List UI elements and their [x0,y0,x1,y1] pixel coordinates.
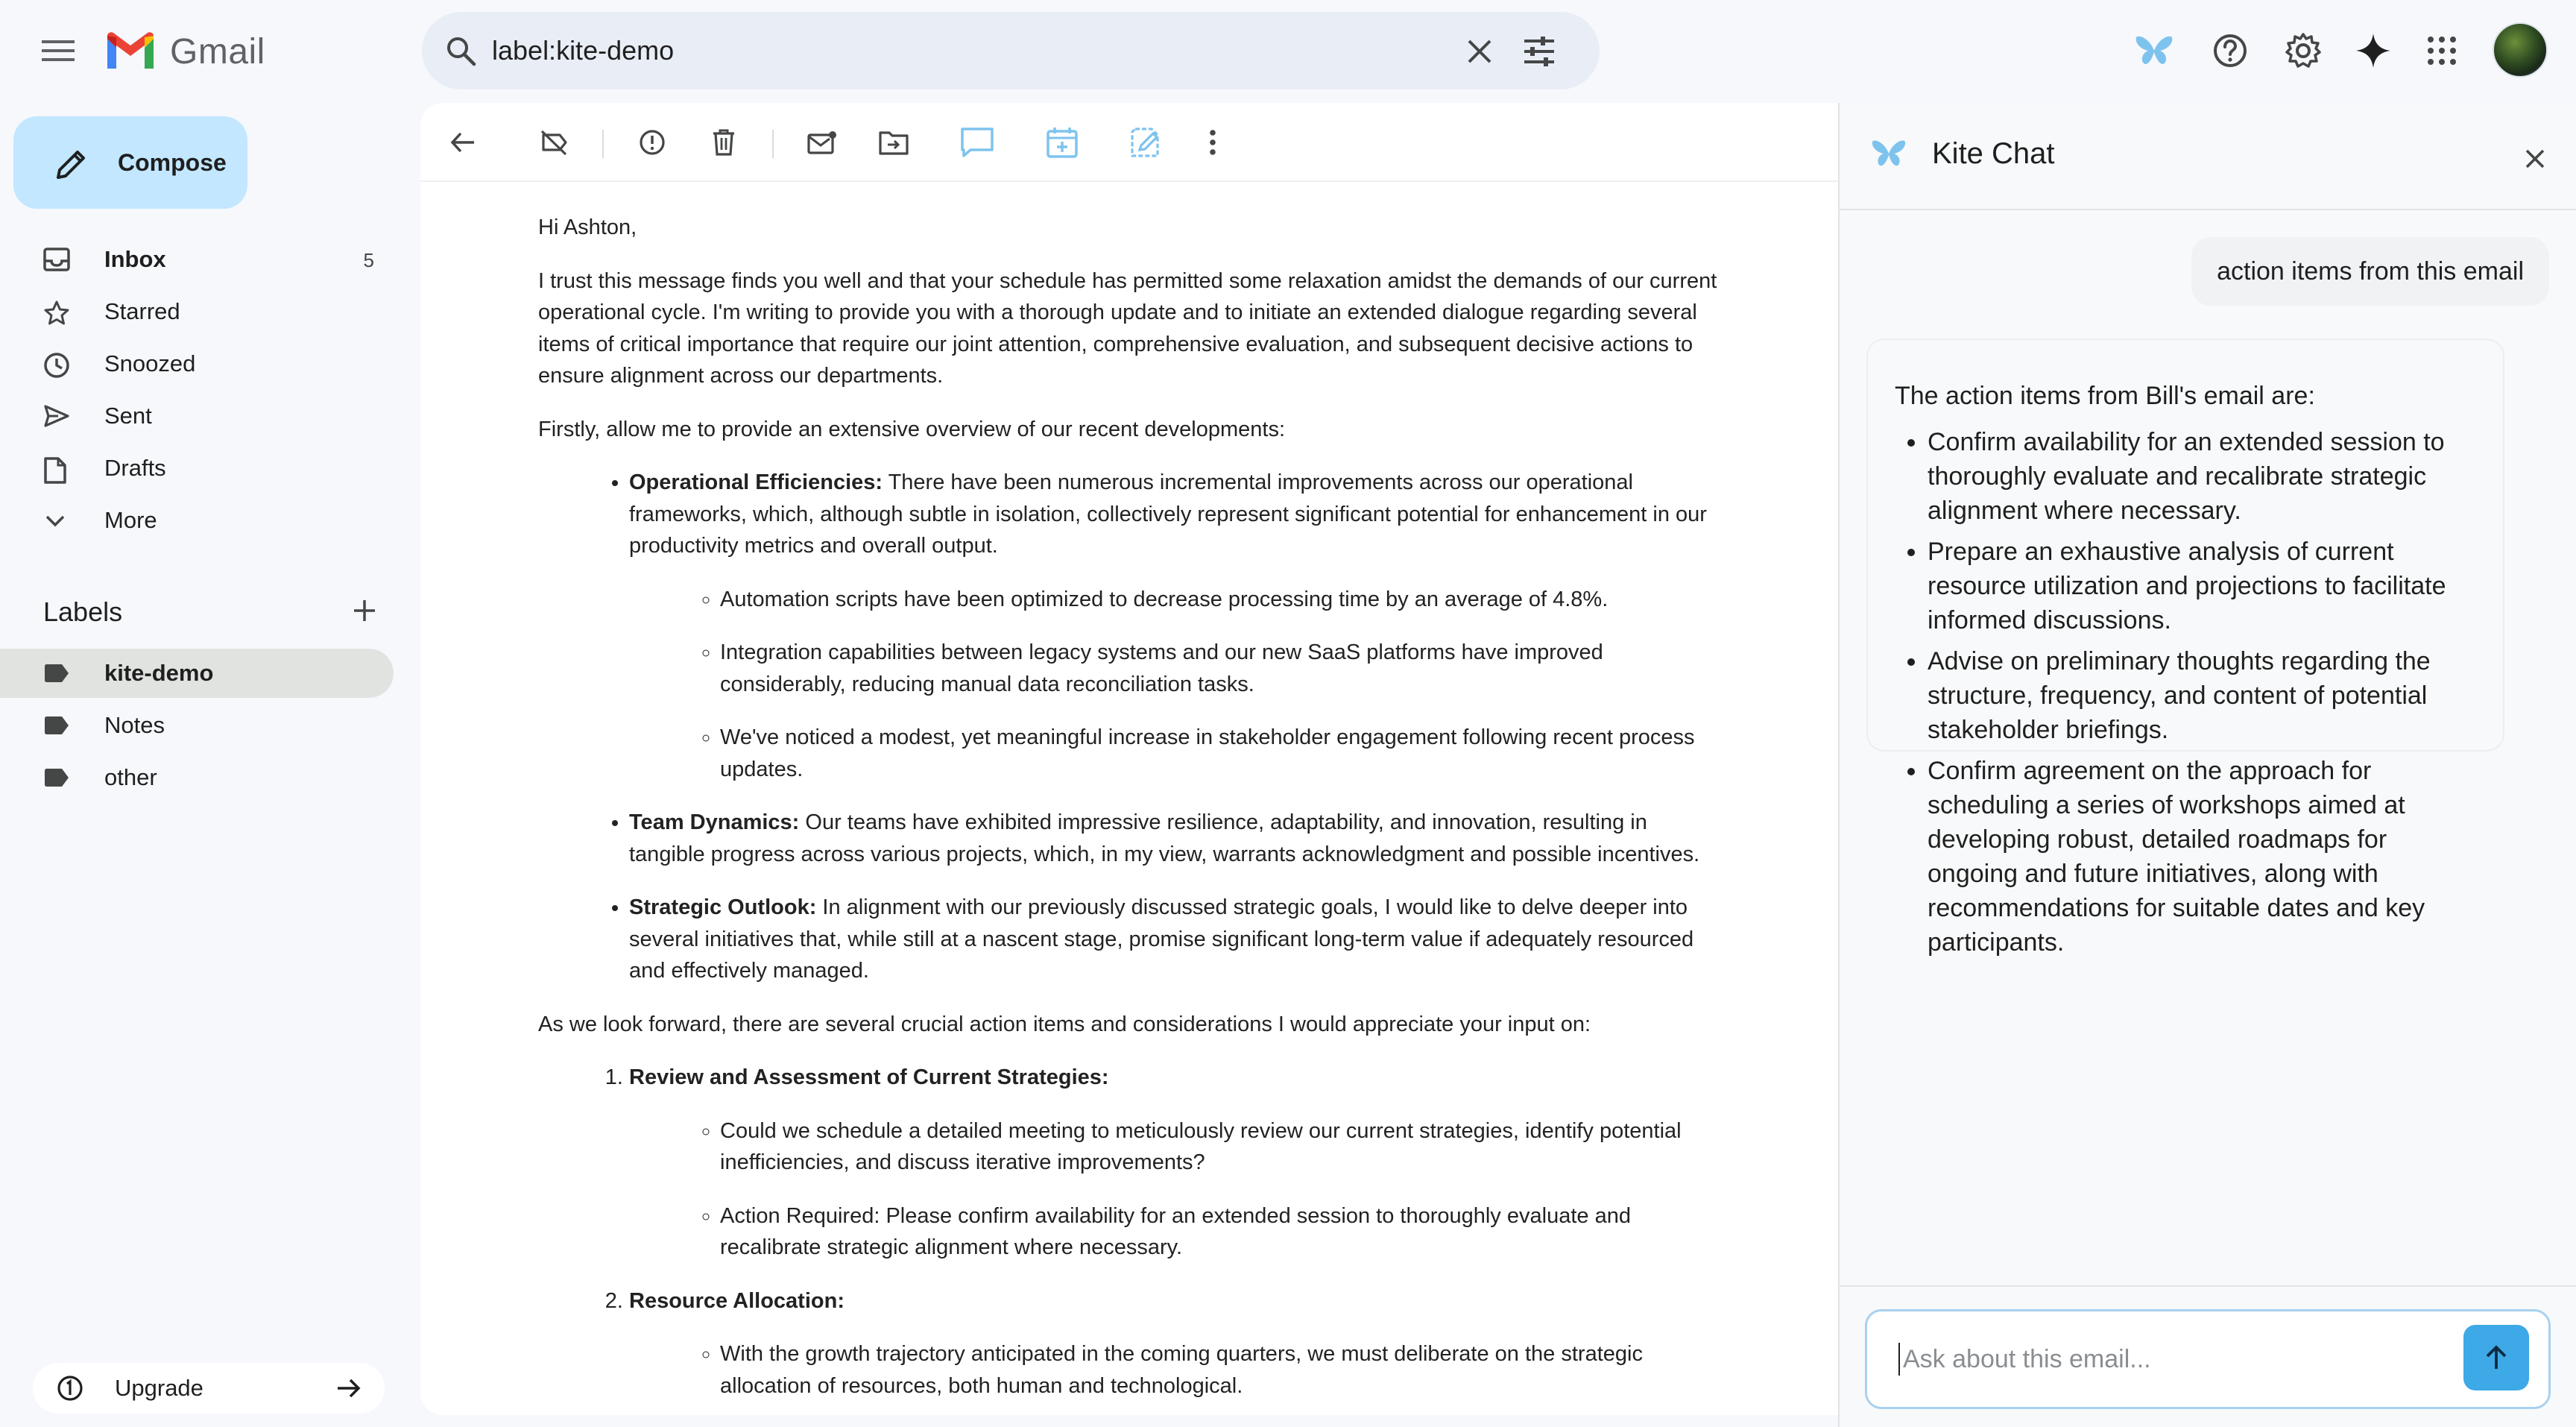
nav-label: Drafts [104,455,166,481]
nav-label: More [104,507,157,533]
item-text: There have been numerous incremental improvements across our operational frameworks, which, although subtle in isolation, collectively represent significant potential for enhancement in our productivity metrics and overall output. [629,470,1707,558]
close-icon [1466,38,1493,65]
nav-item-starred[interactable] [0,288,394,336]
nav-label: Snoozed [104,350,196,377]
sub-list [629,584,1723,786]
nav-item-sent[interactable] [0,392,394,440]
trash-icon [712,129,736,156]
kite-chat-title: Kite Chat [1932,137,2055,170]
spam-icon [639,129,666,156]
list-item [629,892,1723,987]
label-tag-icon [43,768,70,787]
item-title: Team Dynamics: [629,810,800,834]
butterfly-icon [1871,139,1907,168]
assistant-action-list [1895,425,2476,960]
search-input[interactable] [492,27,1424,75]
google-apps-button[interactable] [2416,25,2467,76]
kite-extension-button[interactable] [2129,25,2179,76]
email-paragraph: I trust this message finds you well and that your schedule has permitted some relaxation amidst the demands of our current operational cycle. I'm writing to provide you with a thorough update and to initiate an extended dialogue regarding several items of critical importance that require our joint attention, comprehensive evaluation, and subsequent decisive actions to ensure alignment across our departments. [538,268,1717,388]
list-item: • Prepare an exhaustive analysis of current resource utilization and projections to facilitate informed discussions. [1928,535,2476,637]
report-spam-button[interactable] [631,121,674,164]
main-menu-button[interactable] [34,30,82,72]
email-paragraph: As we look forward, there are several crucial action items and considerations I would appreciate your input on: [538,1012,1591,1036]
settings-button[interactable] [2278,25,2329,76]
move-to-button[interactable] [872,121,915,164]
label-name: kite-demo [104,660,214,686]
more-vert-icon [1208,129,1217,156]
email-toolbar [420,103,1840,182]
send-icon [43,404,70,428]
help-icon [2212,33,2248,69]
top-bar [0,0,2576,100]
hamburger-menu-icon [42,39,75,63]
label-name: other [104,764,157,790]
list-item: • Confirm agreement on the approach for scheduling a series of workshops aimed at developing robust, detailed roadmaps for ongoing and future initiatives, along with recommendations for suitable dates and key participants. [1928,754,2476,960]
star-icon [43,300,70,327]
developments-list [538,467,1723,987]
compose-button[interactable] [13,116,247,209]
upgrade-button[interactable] [33,1363,385,1414]
label-tag-icon [43,664,70,683]
calendar-add-icon [1046,126,1079,159]
email-paragraph: Firstly, allow me to provide an extensive overview of our recent developments: [538,417,1286,441]
chevron-down-icon [43,508,67,532]
search-bar [422,12,1600,89]
label-tag-icon [43,716,70,735]
kite-chat-header [1840,103,2576,210]
clear-search-button[interactable] [1459,31,1500,72]
sub-list [629,1115,1723,1264]
draft-file-icon [43,456,67,485]
plus-icon [353,599,376,623]
delete-button[interactable] [702,121,745,164]
label-item-notes[interactable] [0,701,394,750]
inbox-icon [43,248,70,271]
search-icon[interactable] [444,34,477,67]
label-name: Notes [104,712,165,738]
assistant-intro: The action items from Bill's email are: [1895,382,2315,410]
email-view [420,103,1840,1415]
text-caret [1898,1343,1900,1376]
sub-list-item: ◦ Automation scripts have been optimized to decrease processing time by an average of 4.8%. [720,584,1723,616]
nav-label: Inbox [104,246,166,272]
arrow-left-icon [450,130,476,155]
arrow-right-icon [335,1375,362,1402]
upgrade-label: Upgrade [115,1375,203,1401]
help-button[interactable] [2205,25,2255,76]
labels-heading: Labels [43,596,123,627]
compose-label: Compose [118,149,227,176]
kite-note-button[interactable] [1124,121,1167,164]
account-avatar[interactable] [2493,22,2548,78]
label-item-other[interactable] [0,753,394,802]
nav-item-snoozed[interactable] [0,340,394,388]
edit-note-icon [1129,126,1162,159]
sub-list-item: ◦ Action Required: Please confirm availability for an extended session to thoroughly evaluate and recalibrate strategic alignment where necessary. [720,1200,1723,1264]
item-title: Review and Assessment of Current Strategies: [629,1065,1109,1089]
apps-grid-icon [2427,36,2457,66]
label-off-icon [539,129,569,156]
back-button[interactable] [441,121,484,164]
upgrade-circle-icon [57,1375,83,1402]
nav-item-inbox[interactable] [0,236,394,283]
item-text: Our teams have exhibited impressive resilience, adaptability, and innovation, resulting in tangible progress across various projects, which, in my view, warrants acknowledgment and possible incentives. [629,810,1700,866]
email-body [538,212,1723,1415]
create-label-button[interactable] [346,592,383,629]
nav-item-drafts[interactable] [0,444,394,492]
list-item [629,1062,1723,1264]
app-name: Gmail [170,31,265,72]
gemini-button[interactable] [2348,25,2399,76]
send-button[interactable] [2463,1325,2529,1390]
list-item: • Advise on preliminary thoughts regarding the structure, frequency, and content of potential stakeholder briefings. [1928,644,2476,747]
assistant-message [1866,338,2504,957]
toolbar-divider [602,130,604,158]
kite-calendar-button[interactable] [1041,121,1084,164]
email-greeting: Hi Ashton, [538,215,637,239]
sub-list-item: ◦ With the growth trajectory anticipated in the coming quarters, we must deliberate on the strategic allocation of resources, both human and technological. [720,1338,1723,1402]
kite-chat-button[interactable] [956,121,999,164]
chat-input-box [1865,1309,2551,1409]
unread-count: 5 [363,249,374,271]
list-item [629,807,1723,870]
arrow-up-icon [2483,1344,2510,1371]
item-title: Operational Efficiencies: [629,470,883,494]
gmail-m-icon [104,31,157,72]
butterfly-icon [2135,34,2174,67]
nav-label: Starred [104,298,180,324]
close-chat-button[interactable] [2516,140,2554,177]
close-icon [2525,148,2545,169]
mail-unread-icon [807,130,837,154]
nav-label: Sent [104,403,152,429]
list-item [629,1285,1723,1402]
tune-icon [1523,37,1556,66]
toolbar-divider [772,130,774,158]
sub-list-item: ◦ Could we schedule a detailed meeting to meticulously review our current strategies, identify potential inefficiencies, and discuss iterative improvements? [720,1115,1723,1179]
mark-unread-button[interactable] [801,121,844,164]
more-options-button[interactable] [1191,121,1234,164]
chat-input-area [1840,1285,2576,1427]
sub-list-item: ◦ We've noticed a modest, yet meaningful increase in stakeholder engagement following recent process updates. [720,722,1723,785]
chat-input[interactable] [1903,1338,2440,1380]
remove-label-button[interactable] [532,121,575,164]
list-item: • Confirm availability for an extended session to thoroughly evaluate and recalibrate strategic alignment where necessary. [1928,425,2476,528]
kite-chat-panel [1838,103,2576,1427]
sub-list-item: ◦ Integration capabilities between legacy systems and our new SaaS platforms have improved considerably, reducing manual data reconciliation tasks. [720,637,1723,700]
clock-icon [43,352,70,379]
label-item-kite-demo[interactable] [0,649,394,698]
nav-item-more[interactable] [0,497,394,544]
list-item [629,467,1723,785]
folder-move-icon [879,130,909,155]
sub-list [629,1338,1723,1402]
sparkle-icon [2355,32,2392,69]
item-title: Strategic Outlook: [629,895,817,919]
gmail-logo[interactable] [104,30,265,73]
search-options-button[interactable] [1519,31,1559,72]
chat-bubble-icon [960,127,994,158]
item-title: Resource Allocation: [629,1288,845,1313]
user-message: action items from this email [2191,237,2549,306]
gear-icon [2285,32,2322,69]
pencil-icon [55,148,88,180]
action-items-list [538,1062,1723,1402]
item-text: In alignment with our previously discussed strategic goals, I would like to delve deeper into several initiatives that, while still at a nascent stage, promise significant long-term value if adequately resourced and effectively managed. [629,895,1694,983]
